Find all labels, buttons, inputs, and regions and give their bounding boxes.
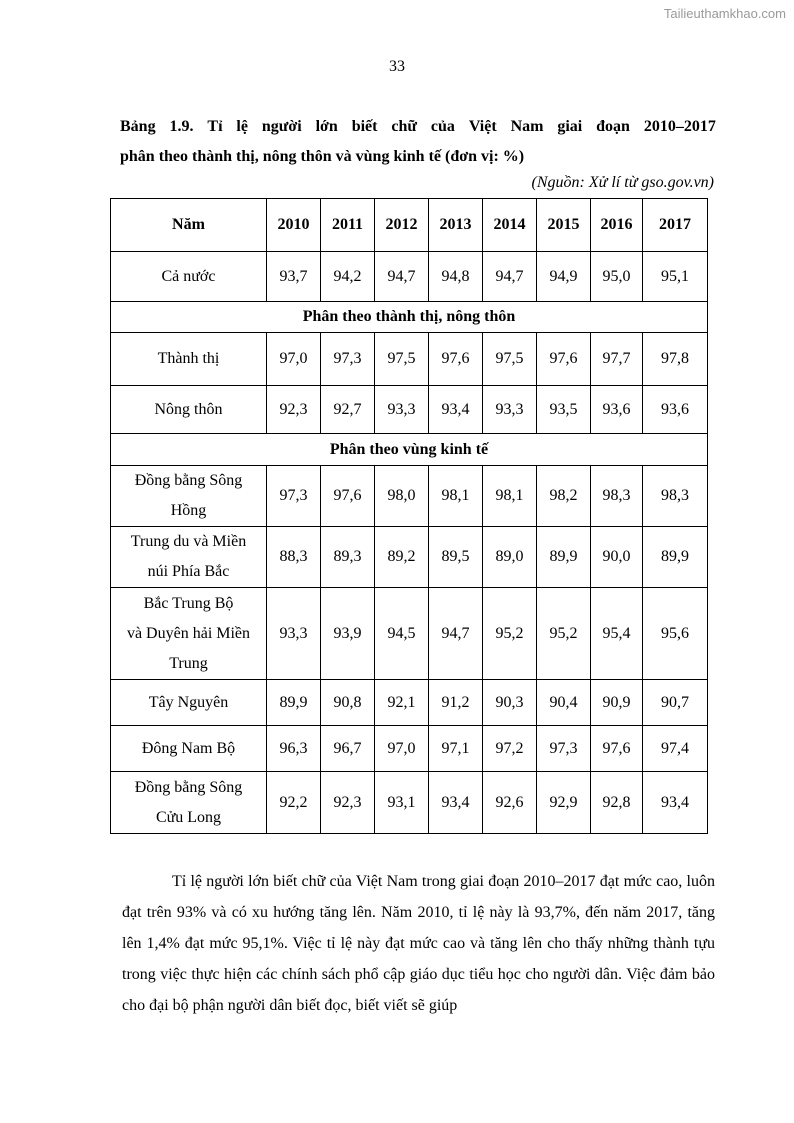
row-label-line: Thành thị	[157, 350, 220, 367]
row-label-line: núi Phía Bắc	[147, 563, 230, 580]
value-cell: 97,8	[643, 333, 708, 386]
row-label-cell	[111, 386, 267, 434]
value-cell: 97,0	[375, 726, 429, 772]
value-cell: 97,1	[429, 726, 483, 772]
caption-word: Tỉ	[207, 118, 223, 135]
header-cell-year: 2012	[375, 199, 429, 252]
value-cell: 98,1	[429, 466, 483, 527]
value-cell: 97,7	[591, 333, 643, 386]
row-label-line: Cửu Long	[155, 808, 222, 826]
section-heading: Phân theo vùng kinh tế	[111, 434, 708, 466]
section-row	[111, 434, 708, 466]
caption-word: lớn	[315, 118, 338, 135]
value-cell: 94,2	[321, 252, 375, 302]
table-row	[111, 680, 708, 726]
value-cell: 92,1	[375, 680, 429, 726]
value-cell: 92,8	[591, 772, 643, 834]
value-cell: 92,3	[267, 386, 321, 434]
row-label-cell	[111, 466, 267, 527]
value-cell: 95,1	[643, 252, 708, 302]
table-header-row	[111, 199, 708, 252]
caption-word: đoạn	[596, 118, 630, 135]
value-cell: 93,9	[321, 588, 375, 680]
value-cell: 93,7	[267, 252, 321, 302]
table-row	[111, 466, 708, 527]
table-row	[111, 588, 708, 680]
value-cell: 98,3	[591, 466, 643, 527]
value-cell: 96,3	[267, 726, 321, 772]
value-cell: 97,4	[643, 726, 708, 772]
row-label-cell	[111, 772, 267, 834]
value-cell: 88,3	[267, 527, 321, 588]
value-cell: 94,8	[429, 252, 483, 302]
row-label-cell	[111, 726, 267, 772]
caption-word: 2010–2017	[643, 118, 716, 135]
value-cell: 92,6	[483, 772, 537, 834]
row-label-line: Trung	[169, 654, 208, 672]
value-cell: 92,3	[321, 772, 375, 834]
caption-word: Bảng	[120, 118, 156, 135]
value-cell: 92,2	[267, 772, 321, 834]
row-label-line: Nông thôn	[154, 400, 223, 418]
caption-line-1	[120, 112, 716, 142]
caption-word: 1.9.	[169, 118, 194, 135]
table-row	[111, 527, 708, 588]
value-cell: 90,8	[321, 680, 375, 726]
value-cell: 92,7	[321, 386, 375, 434]
value-cell: 93,1	[375, 772, 429, 834]
literacy-table	[110, 198, 708, 834]
caption-word: người	[261, 118, 302, 135]
value-cell: 89,5	[429, 527, 483, 588]
caption-word: giai	[557, 118, 583, 135]
table-row	[111, 252, 708, 302]
value-cell: 97,3	[321, 333, 375, 386]
header-cell-year: 2015	[537, 199, 591, 252]
value-cell: 97,6	[429, 333, 483, 386]
table-caption	[120, 112, 716, 172]
row-label-cell	[111, 588, 267, 680]
value-cell: 93,4	[429, 772, 483, 834]
value-cell: 93,5	[537, 386, 591, 434]
row-label-line: Đồng bằng Sông	[134, 778, 243, 796]
caption-word: Nam	[510, 118, 544, 135]
value-cell: 95,0	[591, 252, 643, 302]
header-cell-label: Năm	[111, 199, 267, 252]
page-number: 33	[389, 58, 405, 75]
row-label-line: Cả nước	[161, 267, 216, 285]
source-note: (Nguồn: Xử lí từ gso.gov.vn)	[531, 174, 714, 191]
value-cell: 90,7	[643, 680, 708, 726]
header-cell-year: 2017	[643, 199, 708, 252]
row-label-line: Đông Nam Bộ	[141, 739, 236, 757]
header-cell-year: 2016	[591, 199, 643, 252]
value-cell: 94,9	[537, 252, 591, 302]
value-cell: 97,5	[375, 333, 429, 386]
value-cell: 97,3	[537, 726, 591, 772]
value-cell: 97,3	[267, 466, 321, 527]
header-cell-year: 2013	[429, 199, 483, 252]
header-cell-year: 2014	[483, 199, 537, 252]
row-label-cell	[111, 252, 267, 302]
value-cell: 98,2	[537, 466, 591, 527]
value-cell: 93,6	[643, 386, 708, 434]
row-label-line: Trung du và Miền	[130, 533, 247, 550]
row-label-cell	[111, 333, 267, 386]
value-cell: 89,9	[267, 680, 321, 726]
header-cell-year: 2010	[267, 199, 321, 252]
value-cell: 89,9	[537, 527, 591, 588]
value-cell: 97,2	[483, 726, 537, 772]
section-heading: Phân theo thành thị, nông thôn	[111, 302, 708, 333]
value-cell: 93,3	[375, 386, 429, 434]
row-label-line: Tây Nguyên	[148, 693, 229, 711]
paragraph-text: Tỉ lệ người lớn biết chữ của Việt Nam trong giai đoạn 2010–2017 đạt mức cao, luôn đạt trên 93% và có xu hướng tăng lên. Năm 2010, tỉ lệ này là 93,7%, đến năm 2017, tăng lên 1,4% đạt mức 95,1%. Việc tỉ lệ này đạt mức cao và tăng lên cho thấy những thành tựu trong việc thực hiện các chính sách phổ cập giáo dục tiểu học cho người dân. Việc đảm bảo cho đại bộ phận người dân biết đọc, biết viết sẽ giúp	[122, 873, 715, 1014]
value-cell: 97,6	[537, 333, 591, 386]
value-cell: 91,2	[429, 680, 483, 726]
value-cell: 90,3	[483, 680, 537, 726]
caption-word: biết	[351, 118, 378, 135]
value-cell: 93,3	[267, 588, 321, 680]
value-cell: 97,6	[591, 726, 643, 772]
row-label-line: Bắc Trung Bộ	[143, 594, 234, 612]
value-cell: 97,5	[483, 333, 537, 386]
caption-word: Việt	[468, 118, 497, 135]
value-cell: 94,7	[429, 588, 483, 680]
table-row	[111, 333, 708, 386]
section-row	[111, 302, 708, 333]
value-cell: 90,0	[591, 527, 643, 588]
value-cell: 89,2	[375, 527, 429, 588]
table-row	[111, 772, 708, 834]
value-cell: 94,7	[483, 252, 537, 302]
row-label-cell	[111, 527, 267, 588]
table-row	[111, 726, 708, 772]
value-cell: 95,6	[643, 588, 708, 680]
caption-word: chữ	[391, 118, 417, 135]
value-cell: 95,4	[591, 588, 643, 680]
value-cell: 97,0	[267, 333, 321, 386]
row-label-cell	[111, 680, 267, 726]
value-cell: 89,9	[643, 527, 708, 588]
body-paragraph	[122, 866, 715, 1021]
table-row	[111, 386, 708, 434]
value-cell: 93,3	[483, 386, 537, 434]
value-cell: 98,3	[643, 466, 708, 527]
value-cell: 93,6	[591, 386, 643, 434]
value-cell: 97,6	[321, 466, 375, 527]
value-cell: 90,4	[537, 680, 591, 726]
watermark: Tailieuthamkhao.com	[663, 6, 786, 21]
value-cell: 94,5	[375, 588, 429, 680]
caption-word: của	[430, 118, 455, 135]
row-label-line: Hồng	[170, 502, 207, 519]
value-cell: 90,9	[591, 680, 643, 726]
value-cell: 89,0	[483, 527, 537, 588]
value-cell: 96,7	[321, 726, 375, 772]
row-label-line: và Duyên hải Miền	[126, 624, 251, 642]
value-cell: 95,2	[483, 588, 537, 680]
value-cell: 93,4	[643, 772, 708, 834]
caption-word: lệ	[236, 118, 248, 135]
caption-line-2: phân theo thành thị, nông thôn và vùng kinh tế (đơn vị: %)	[120, 148, 525, 165]
value-cell: 98,0	[375, 466, 429, 527]
value-cell: 98,1	[483, 466, 537, 527]
row-label-line: Đồng bằng Sông	[134, 472, 243, 489]
value-cell: 89,3	[321, 527, 375, 588]
value-cell: 94,7	[375, 252, 429, 302]
value-cell: 93,4	[429, 386, 483, 434]
header-cell-year: 2011	[321, 199, 375, 252]
value-cell: 92,9	[537, 772, 591, 834]
value-cell: 95,2	[537, 588, 591, 680]
